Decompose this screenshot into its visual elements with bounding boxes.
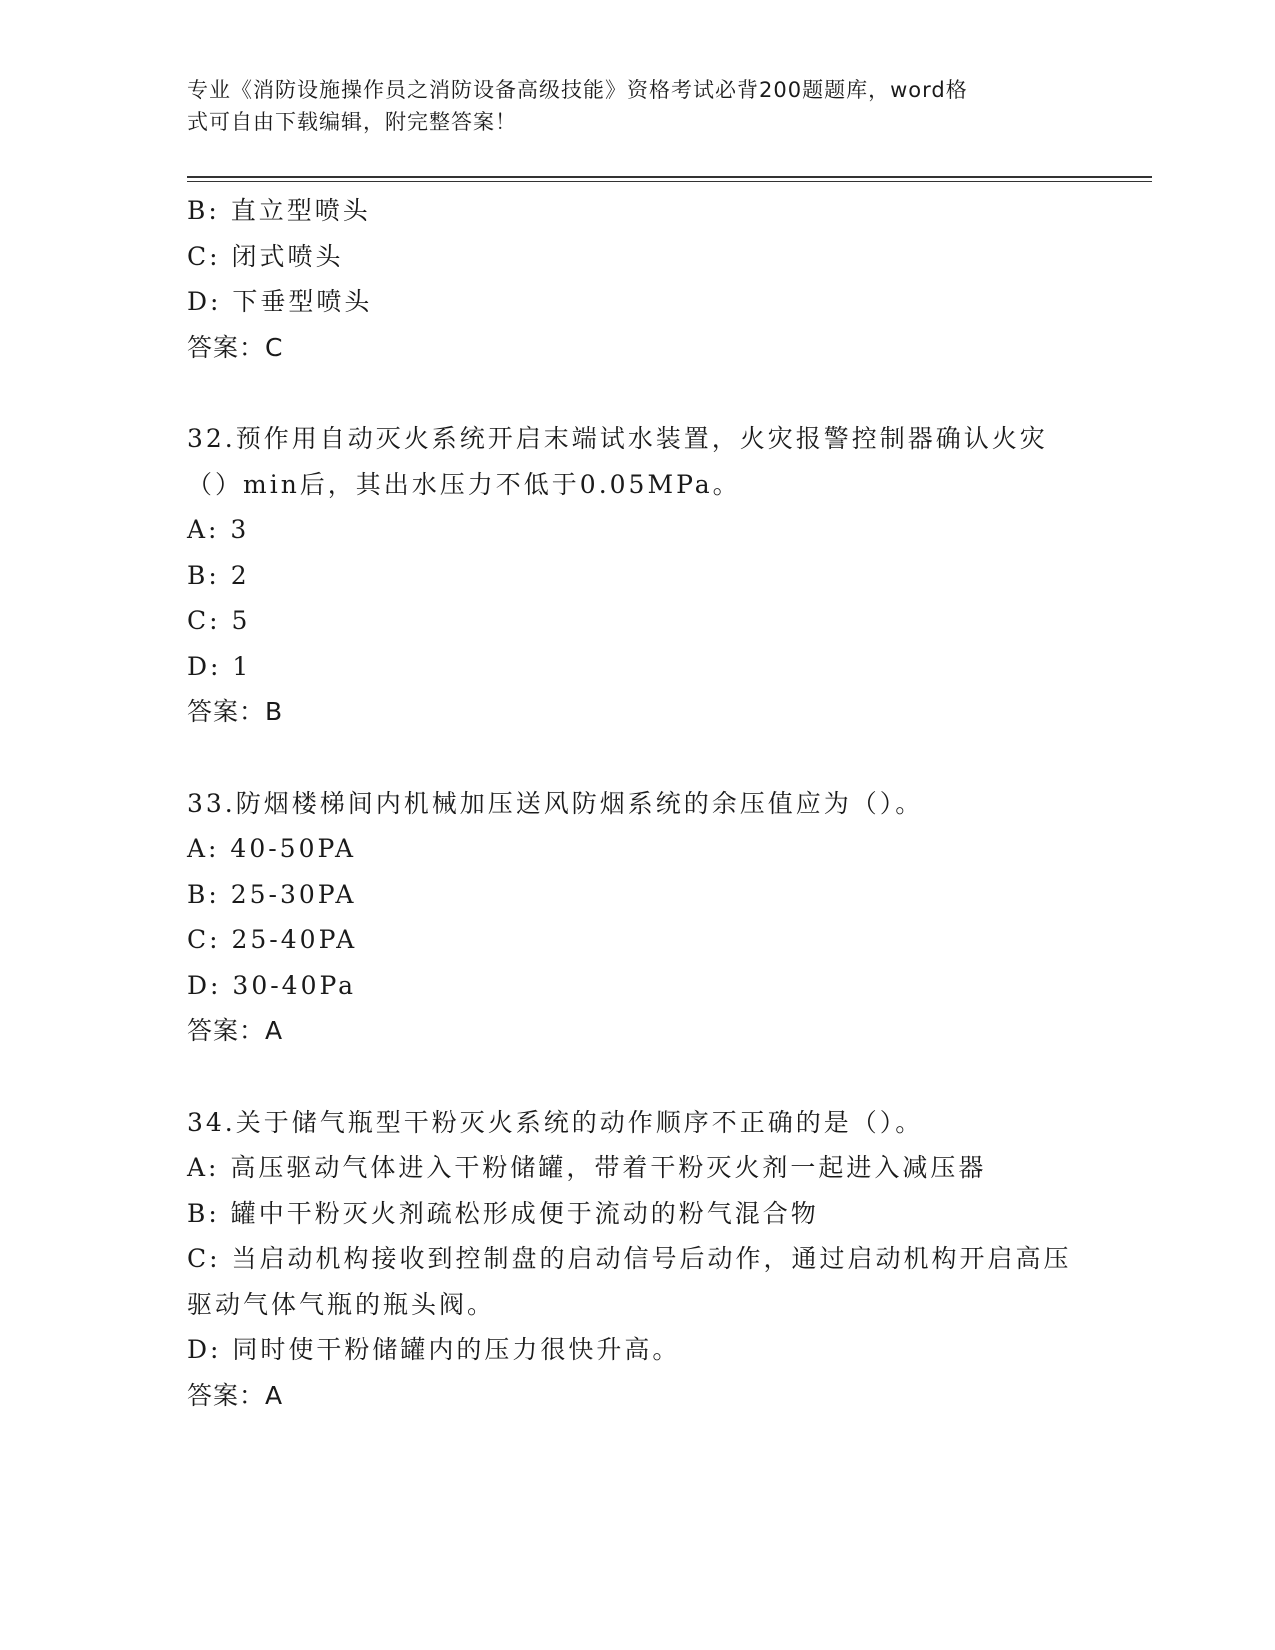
question-stem-32: 32.预作用自动灭火系统开启末端试水装置，火灾报警控制器确认火灾 — [187, 424, 1048, 453]
question-list — [187, 188, 1087, 1418]
answer: 答案：B — [187, 697, 284, 726]
header-rule-thick — [187, 176, 1152, 178]
option-b: B: 25-30PA — [187, 879, 357, 909]
option-a: A: 3 — [187, 515, 250, 544]
option-d: D: 30-40Pa — [187, 970, 357, 1000]
header-line-1: 专业《消防设施操作员之消防设备高级技能》资格考试必背200题题库，word格 — [187, 78, 968, 102]
option-d: D: 1 — [187, 651, 252, 681]
option-c: C: 25-40PA — [187, 925, 358, 954]
answer: 答案：A — [187, 1016, 284, 1045]
option-c: C: 5 — [187, 606, 251, 635]
option-c: C: 当启动机构接收到控制盘的启动信号后动作，通过启动机构开启高压驱动气体气瓶的瓶头阀。 — [187, 1244, 1072, 1319]
header-line-2: 式可自由下载编辑，附完整答案！ — [187, 110, 517, 134]
header-rule-thin — [187, 181, 1152, 182]
question-stem-33: 33.防烟楼梯间内机械加压送风防烟系统的余压值应为（）。 — [187, 788, 924, 818]
option-b: B: 2 — [187, 560, 250, 590]
question-stem-32-cont: （）min后，其出水压力不低于0.05MPa。 — [187, 469, 741, 499]
question-stem-34: 34.关于储气瓶型干粉灭火系统的动作顺序不正确的是（）。 — [187, 1107, 924, 1137]
option-b: B: 直立型喷头 — [187, 196, 371, 225]
option-a: A: 高压驱动气体进入干粉储罐，带着干粉灭火剂一起进入减压器 — [187, 1153, 987, 1182]
option-d: D: 同时使干粉储罐内的压力很快升高。 — [187, 1335, 681, 1364]
answer: 答案：C — [187, 332, 284, 362]
option-d: D: 下垂型喷头 — [187, 287, 373, 316]
answer: 答案：A — [187, 1380, 284, 1410]
document-header — [187, 74, 1067, 138]
option-a: A: 40-50PA — [187, 834, 357, 863]
option-b: B: 罐中干粉灭火剂疏松形成便于流动的粉气混合物 — [187, 1198, 819, 1228]
option-c: C: 闭式喷头 — [187, 241, 344, 271]
